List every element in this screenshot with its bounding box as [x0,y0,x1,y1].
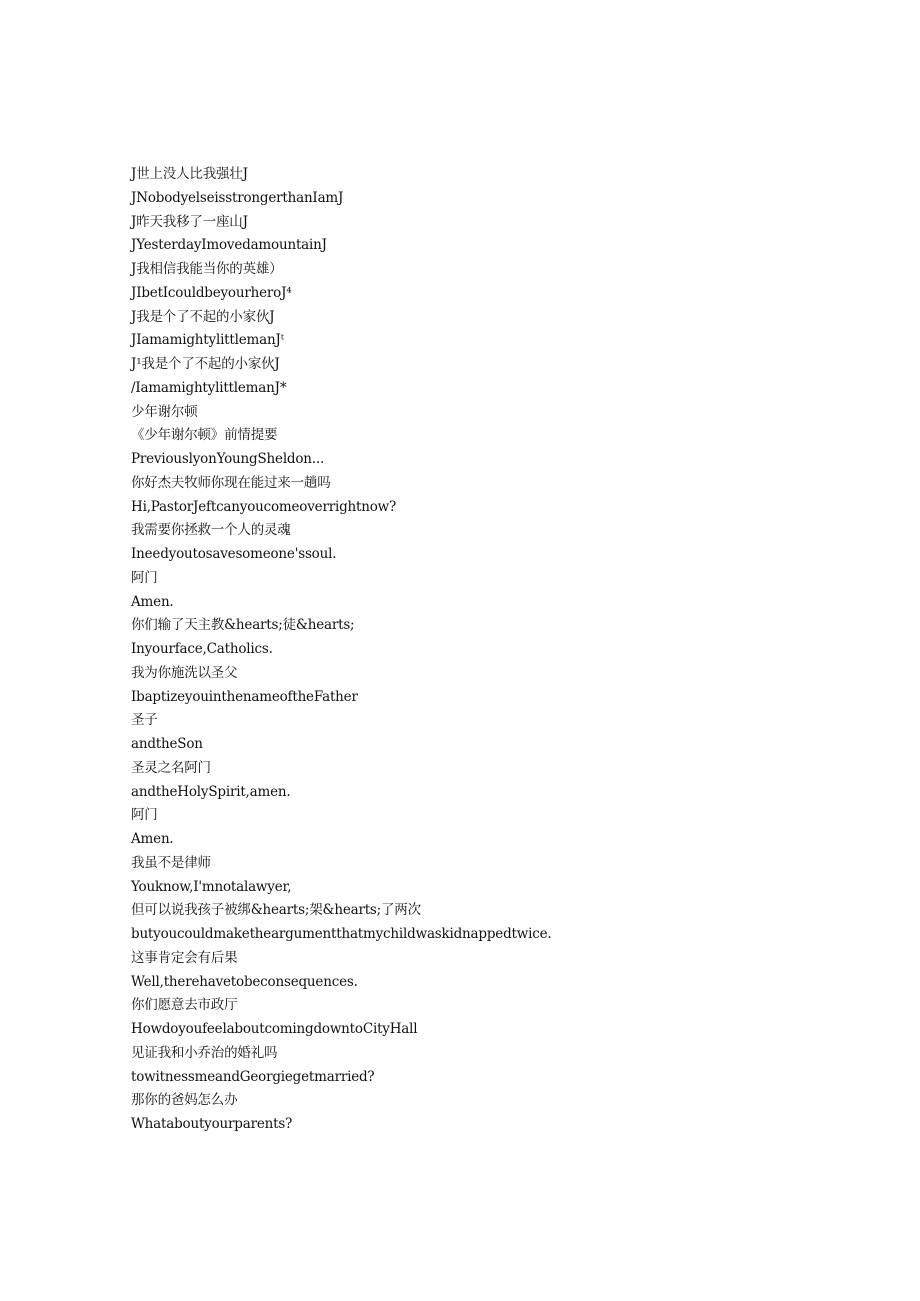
text-line: JIbetIcouldbeyourheroJ⁴ [131,284,292,301]
text-line: 阿门 [131,569,158,586]
text-line: J¹我是个了不起的小家伙J [131,356,280,372]
text-line: 圣灵之名阿门 [131,759,211,776]
text-line: Hi,PastorJeftcanyoucomeoverrightnow? [131,498,397,515]
text-line: Well,therehavetobeconsequences. [131,973,358,990]
text-line: 但可以说我孩子被绑&hearts;架&hearts;了两次 [131,902,421,919]
subtitle-transcript [131,163,851,1137]
text-line: PreviouslyonYoungSheldon... [131,451,325,467]
text-line: 《少年谢尔顿》前情提要 [131,427,278,444]
text-line: Whataboutyourparents? [131,1116,293,1132]
text-line: andtheSon [131,736,203,752]
text-line: 圣子 [131,712,158,729]
text-line: Ineedyoutosavesomeone'ssoul. [131,546,337,562]
text-line: J昨天我移了一座山J [131,213,248,230]
text-line: J世上没人比我强壮J [131,166,248,182]
text-line: Youknow,I'mnotalawyer, [131,878,292,895]
text-line: J我相信我能当你的英雄） [131,261,283,277]
text-line: Inyourface,Catholics. [131,641,273,657]
text-line: butyoucouldmaketheargumentthatmychildwaskidnappedtwice. [131,926,552,942]
text-line: /IamamightylittlemanJ* [131,379,287,396]
text-line: 我为你施洗以圣父 [131,664,238,681]
text-line: 你好杰夫牧师你现在能过来一趟吗 [131,474,331,491]
text-line: 你们愿意去市政厅 [131,997,238,1014]
text-line: 你们输了天主教&hearts;徒&hearts; [131,617,355,634]
text-line: Amen. [131,593,174,610]
text-line: 这事肯定会有后果 [131,949,238,966]
text-line: andtheHolySpirit,amen. [131,783,291,800]
text-line: 那你的爸妈怎么办 [131,1092,238,1109]
text-line: 少年谢尔顿 [131,403,198,420]
text-line: 见证我和小乔治的婚礼吗 [131,1044,278,1061]
text-line: 我虽不是律师 [131,854,211,871]
text-line: JIamamightylittlemanJᵗ [131,332,284,349]
text-line: towitnessmeandGeorgiegetmarried? [131,1068,375,1085]
text-line: IbaptizeyouinthenameoftheFather [131,688,358,705]
text-line: JNobodyelseisstrongerthanIamJ [131,189,344,206]
text-line: J我是个了不起的小家伙J [131,308,275,325]
text-line: Amen. [131,831,174,847]
text-line: 阿门 [131,807,158,824]
text-line: HowdoyoufeelaboutcomingdowntoCityHall [131,1021,418,1037]
text-line: JYesterdayImovedamountainJ [131,237,327,254]
text-line: 我需要你拯救一个人的灵魂 [131,522,291,539]
